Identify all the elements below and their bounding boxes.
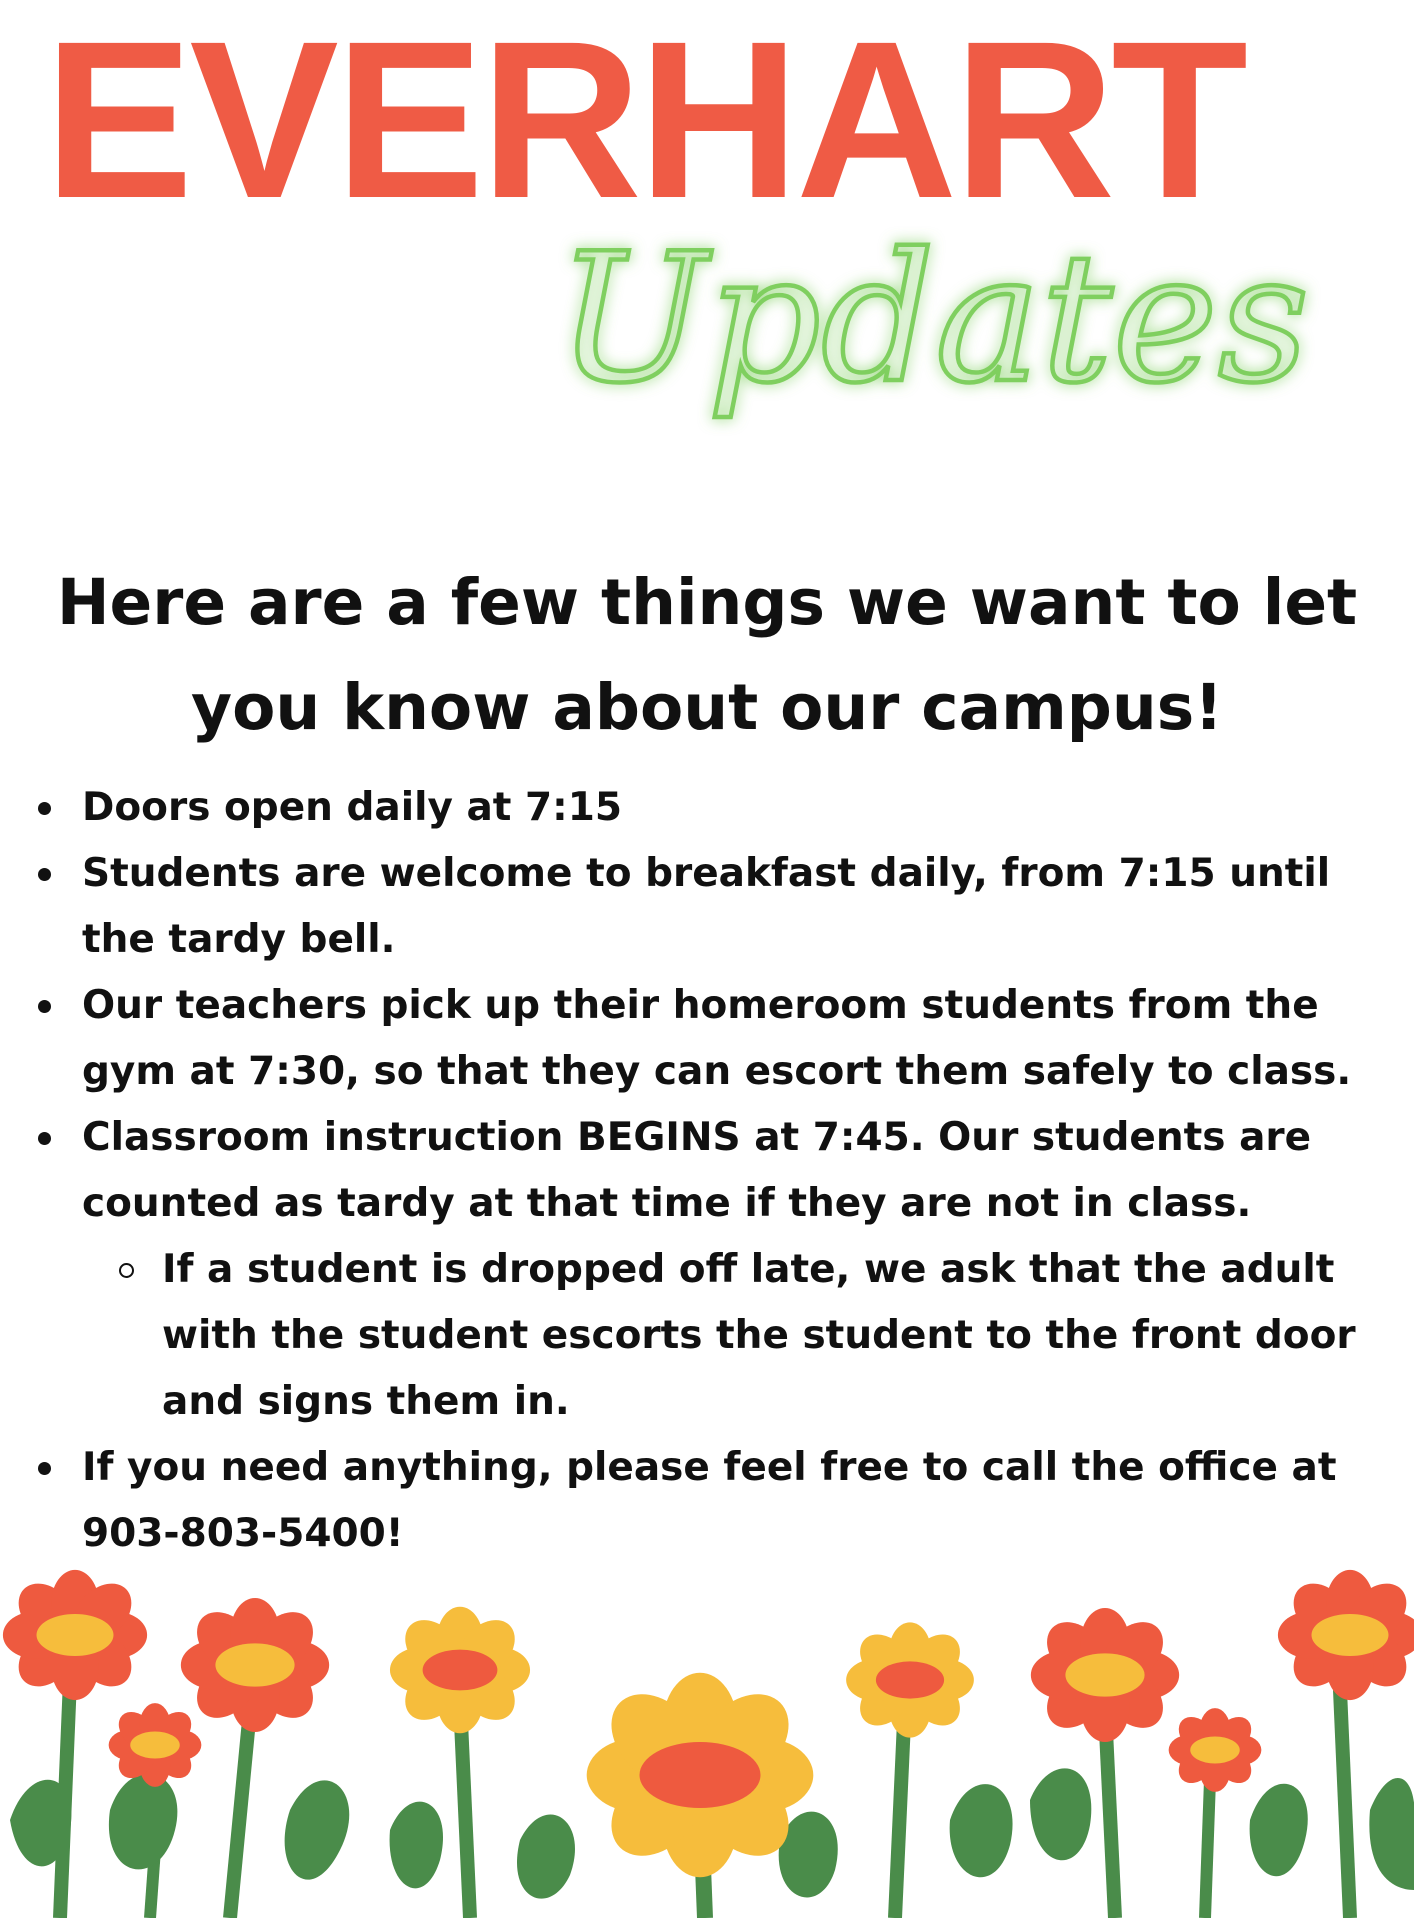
headline <box>20 550 1394 760</box>
list-item <box>0 841 1414 973</box>
flower-icon <box>109 1703 202 1787</box>
flower-icon <box>846 1622 974 1737</box>
list-item-line: Our teachers pick up their homeroom students from the <box>82 983 1319 1028</box>
list-item-line: Students are welcome to breakfast daily, from 7:15 until <box>82 851 1331 896</box>
headline-line-1: Here are a few things we want to let <box>56 566 1358 639</box>
flower-icon <box>1278 1570 1414 1700</box>
list-item-line: with the student escorts the student to the front door <box>162 1313 1356 1358</box>
flower-icon <box>1169 1708 1262 1792</box>
flower-border <box>0 1560 1414 1918</box>
list-item-line: If you need anything, please feel free to call the office at <box>82 1445 1337 1490</box>
list-item-line: counted as tardy at that time if they are not in class. <box>82 1181 1252 1226</box>
list-item-line: the tardy bell. <box>82 917 396 962</box>
list-item-line: and signs them in. <box>162 1379 570 1424</box>
info-list <box>0 775 1414 1567</box>
list-item-line: If a student is dropped off late, we ask that the adult <box>162 1247 1335 1292</box>
list-item-line: 903-803-5400! <box>82 1511 404 1556</box>
flower-icon <box>587 1673 814 1878</box>
flower-icon <box>390 1607 530 1733</box>
updates-text: Updates <box>557 215 1310 422</box>
flower-icon <box>3 1570 147 1700</box>
flower-icon <box>181 1598 329 1732</box>
list-item <box>0 1435 1414 1567</box>
list-item <box>0 973 1414 1105</box>
list-item-line: Doors open daily at 7:15 <box>82 785 623 830</box>
list-subitem <box>0 1237 1414 1435</box>
list-item <box>0 1105 1414 1237</box>
list-item <box>0 775 1414 841</box>
updates-script <box>545 180 1365 500</box>
flower-icon <box>1031 1608 1179 1742</box>
list-item-line: gym at 7:30, so that they can escort them safely to class. <box>82 1049 1352 1094</box>
list-item-line: Classroom instruction BEGINS at 7:45. Our students are <box>82 1115 1312 1160</box>
headline-line-2: you know about our campus! <box>191 671 1223 744</box>
page-title: EVERHART <box>44 0 1245 245</box>
